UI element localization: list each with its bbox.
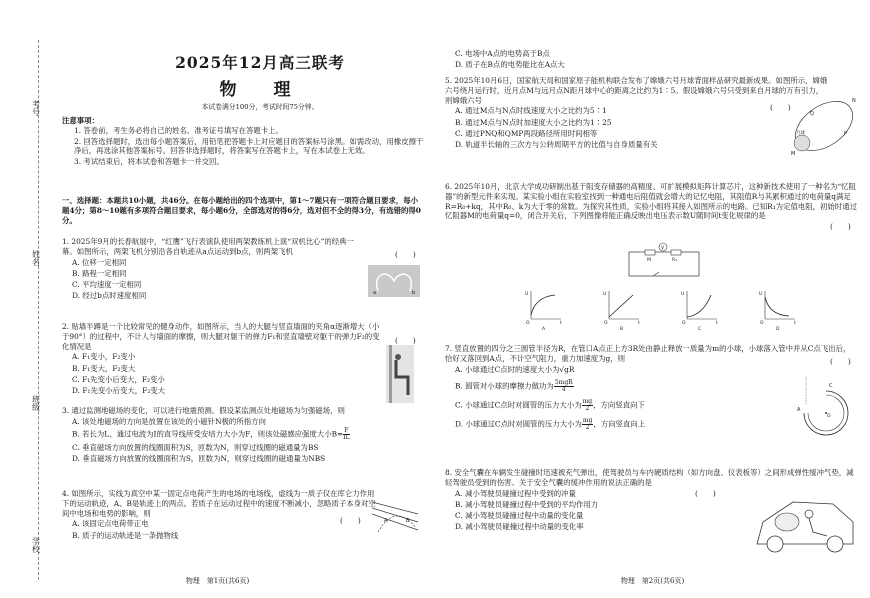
question-stem: 5. 2025年10月6日，国家航天局和国家原子能机构联合发布了嫦娥六号月球背面样品研究最新成果。如图所示，嫦娥六号绕月运行时，近月点M与远月点N距月球中心的距离之比约为1∶5。假设嫦娥六号只受到来自月球的万有引力，则嫦娥六号 <box>445 76 828 105</box>
answer-paren: ( ) <box>695 489 716 498</box>
answer-paren: ( ) <box>830 357 851 366</box>
option-text: B. 若长为L、通过电流为I的直导线所受安培力大小为F，则该处磁感应强度大小B= <box>72 429 344 439</box>
answer-paren: ( ) <box>770 103 791 112</box>
graph-curve <box>687 295 711 317</box>
option <box>72 428 424 441</box>
graph-label-O: O <box>604 321 608 326</box>
option: B. 路程一定相同 <box>72 268 127 278</box>
option: D. F₁先变小后变大，F₂变大 <box>72 386 166 396</box>
notice-item: 2. 回答选择题时，选出每小题答案后，用铅笔把答题卡上对应题目的答案标号涂黑。如需改动，用橡皮擦干净后，再选涂其他答案标号。回答非选择题时，将答案写在答题卡上，写在本试卷上无效。 <box>74 136 424 156</box>
exam-info: 本试卷满分100分，考试时间75分钟。 <box>201 103 319 111</box>
option-text: D. 小球通过C点时对圆管的压力大小为 <box>455 419 582 429</box>
question-stem: 6. 2025年10月，北京大学成功研制出基于阻变存储器的高精度、可扩展模拟矩阵计算芯片，这种新技术使用了一种名为“忆阻器”的新型元件来实现。某实验小组在实验室找到一种通电后阻值就会增大的记忆电阻，其阻值R与其累积通过的电荷量q满足R=R₀+kq，其中R₀、k为大于零的常数。为探究其性质，实验小组将其接入如图所示的电路。已知R₁为定值电阻，初始时通过忆阻器M的电荷量q=0，闭合开关后，下列图像将能正确反映出电压表示数U随时间t变化规律的是 <box>445 182 857 221</box>
footer-right: 物理 第2页(共6页) <box>620 576 685 585</box>
q6-circuit-figure <box>623 242 705 282</box>
fraction-den: IL <box>343 434 350 442</box>
fig-label-R1: R₁ <box>672 258 677 263</box>
fraction-num: 5mgR <box>554 379 573 387</box>
q8-airbag-figure <box>753 492 857 554</box>
q4-figure <box>370 492 420 536</box>
subject-title: 物 理 <box>219 80 301 100</box>
option: C. F₁先变小后变大，F₂变小 <box>72 374 165 384</box>
question-2 <box>62 322 384 397</box>
fraction-num: F <box>344 427 349 435</box>
graph-option-letter: B <box>620 327 624 331</box>
option: B. F₁变大，F₂变大 <box>72 363 136 373</box>
question-4 <box>62 489 380 542</box>
fraction-den: 2 <box>585 424 590 432</box>
fig-label-a: a <box>373 290 377 296</box>
option-text: B. 圆管对小球的摩擦力做功为 <box>455 381 554 391</box>
q6-graph-option-C <box>681 289 721 331</box>
question-stem: 4. 如图所示，实线为真空中某一固定点电荷产生的电场的电场线，虚线为一质子仅在库仑力作用下的运动轨迹，A、B是轨迹上的两点。若质子在运动过程中的速度不断减小，忽略质子本身对空间中电场和电势的影响，则 <box>62 489 376 518</box>
option: A. 该处地磁场的方向是放置在该处的小磁针N极的所指方向 <box>72 416 266 426</box>
fraction <box>554 380 574 393</box>
fig-label-moon: 月球 <box>796 131 805 136</box>
fig-label-A: A <box>797 407 801 413</box>
graph-curve <box>765 297 789 316</box>
option: B. 质子的运动轨迹是一条抛物线 <box>72 530 179 540</box>
question-1 <box>62 237 362 303</box>
margin-label-school: 学校 <box>31 537 41 553</box>
question-5 <box>445 76 830 151</box>
fig-label-O: O <box>827 414 831 419</box>
option: A. F₁变小，F₂变小 <box>72 352 136 362</box>
answer-paren: ( ) <box>395 250 416 259</box>
option: D. 经过b点时速度相同 <box>72 291 147 301</box>
section-heading: 一、选择题：本题共10小题，共46分。在每小题给出的四个选项中，第1～7题只有一项符合题目要求，每小题4分；第8～10题有多项符合题目要求，每小题6分，全部选对的得6分，选对但不全的得3分，有选错的得0分。 <box>62 196 421 225</box>
q1-figure <box>368 265 420 297</box>
option: C. 平均速度一定相同 <box>72 280 142 290</box>
option: B. 减小驾驶员碰撞过程中受到的平均作用力 <box>455 499 599 509</box>
margin-label-name: 姓名 <box>31 250 41 266</box>
option: D. 减小驾驶员碰撞过程中动量的变化率 <box>455 522 584 532</box>
option: A. 减小驾驶员碰撞过程中受到的冲量 <box>455 488 576 498</box>
fraction-den: 2 <box>585 405 590 413</box>
exam-title: 2025年12月高三联考 <box>175 53 345 72</box>
graph-label-O: O <box>682 321 686 326</box>
graph-label-O: O <box>526 321 530 326</box>
footer-left: 物理 第1页(共6页) <box>185 576 250 585</box>
question-3 <box>62 406 424 465</box>
graph-curve <box>609 295 633 317</box>
fraction <box>582 418 594 431</box>
notice-heading: 注意事项： <box>62 116 99 125</box>
answer-paren: ( ) <box>340 516 361 525</box>
fraction <box>582 399 594 412</box>
fraction-num: mg <box>582 417 593 425</box>
graph-label-t: t <box>560 321 562 326</box>
graph-option-letter: C <box>698 327 702 331</box>
q5-orbit-figure <box>788 95 860 157</box>
margin-label-class: 班级 <box>31 395 41 411</box>
question-stem: 7. 竖直放置的四分之三圆管半径为R，在管口A点正上方3R处由静止释放一质量为m的小球，小球落入管中并从C点飞出后，恰好又落回到A点，不计空气阻力，重力加速度为g，则 <box>445 344 851 363</box>
fig-label-M: M <box>791 151 796 157</box>
graph-label-t: t <box>794 321 796 326</box>
question-6 <box>445 182 857 222</box>
option: C. 电场中A点的电势高于B点 <box>455 49 550 58</box>
fig-label-A: A <box>384 518 388 524</box>
graph-label-t: t <box>638 321 640 326</box>
option: C. 垂直磁场方向放置的线圈面积为S，匝数为N，则穿过线圈的磁通量为BS <box>72 442 319 452</box>
q7-pipe-figure <box>795 375 857 451</box>
option-text: C. 小球通过C点时对圆管的压力大小为 <box>455 400 582 410</box>
option: C. 通过PNQ和QMP两段路径所用时间相等 <box>455 128 598 138</box>
q6-graph-option-A <box>525 289 565 331</box>
margin-label-exam-no: 考号 <box>31 100 41 116</box>
question-stem: 3. 通过监测地磁场的变化，可以进行地震预测。假设某监测点处地磁场为匀强磁场，则 <box>62 406 345 415</box>
question-stem: 8. 安全气囊在车辆发生碰撞时迅速被充气弹出，使驾驶员与车内硬质结构（如方向盘、仪表板等）之间形成弹性缓冲气垫，减轻驾驶员受到的伤害。关于安全气囊的缓冲作用的说法正确的是 <box>445 468 854 487</box>
graph-option-letter: D <box>776 327 780 331</box>
fig-label-P: P <box>844 131 848 137</box>
graph-curve <box>531 295 555 315</box>
fig-label-N: N <box>852 98 856 104</box>
option: B. 通过M点与N点时加速度大小之比约为1∶25 <box>455 117 612 127</box>
option: D. 质子在B点的电势能比在A点大 <box>455 60 565 70</box>
graph-label-O: O <box>760 321 764 326</box>
notice-item: 3. 考试结束后，将本试卷和答题卡一并交回。 <box>74 157 224 167</box>
option: A. 通过M点与N点时线速度大小之比约为5∶1 <box>455 106 607 116</box>
answer-paren: ( ) <box>830 222 851 231</box>
graph-label-t: t <box>716 321 718 326</box>
question-stem: 2. 贴墙半蹲是一个比较常见的健身动作，如图所示，当人的大腿与竖直墙面的夹角α逐渐增大（小于90°）的过程中，不计人与墙面的摩擦，则大腿对躯干的弹力F₁和竖直墙壁对躯干的弹力F₂的变化情况是 <box>62 322 380 351</box>
option: C. 减小驾驶员碰撞过程中动量的变化量 <box>455 511 584 521</box>
option: A. 小球通过C点时的速度大小为√gR <box>455 364 575 374</box>
question-4-continued <box>445 49 855 72</box>
notice-block <box>62 116 424 168</box>
fig-label-M: M <box>647 258 651 263</box>
fig-label-V: V <box>661 246 665 251</box>
q6-graph-option-B <box>603 289 643 331</box>
option: A. 位移一定相同 <box>72 257 127 267</box>
answer-paren: ( ) <box>395 336 416 345</box>
fig-label-B: B <box>406 518 410 524</box>
option: D. 垂直磁场方向放置的线圈面积为S，匝数为N，则穿过线圈的磁通量为NBS <box>72 453 326 463</box>
q2-figure <box>386 345 414 403</box>
graph-label-U: U <box>759 292 763 297</box>
fraction <box>343 428 349 441</box>
page-right <box>435 0 870 598</box>
binding-line <box>38 40 39 580</box>
fraction-num: mg <box>582 398 593 406</box>
graph-label-U: U <box>681 292 685 297</box>
fraction-den: 4 <box>561 386 566 394</box>
option: D. 轨道半长轴的三次方与公转周期平方的比值与自身质量有关 <box>455 140 658 150</box>
q6-graph-option-D <box>759 289 799 331</box>
graph-label-U: U <box>525 292 529 297</box>
graph-option-letter: A <box>542 327 546 331</box>
fig-label-C: C <box>829 383 833 389</box>
option-suffix: ，方向竖直向上 <box>593 419 646 429</box>
question-stem: 1. 2025年9月的长春航展中，“红鹰”飞行表演队使用两架教练机上演“双机比心”的经典一幕。如图所示，两架飞机分别沿各自轨迹从a点运动到b点，则两架飞机 <box>62 237 354 256</box>
option-suffix: ，方向竖直向下 <box>593 400 645 410</box>
notice-item: 1. 答卷前，考生务必将自己的姓名、准考证号填写在答题卡上。 <box>74 125 283 135</box>
option: A. 该固定点电荷带正电 <box>72 519 149 529</box>
fig-label-Q: Q <box>810 111 814 117</box>
graph-label-U: U <box>603 292 607 297</box>
fig-label-b: b <box>412 290 416 296</box>
